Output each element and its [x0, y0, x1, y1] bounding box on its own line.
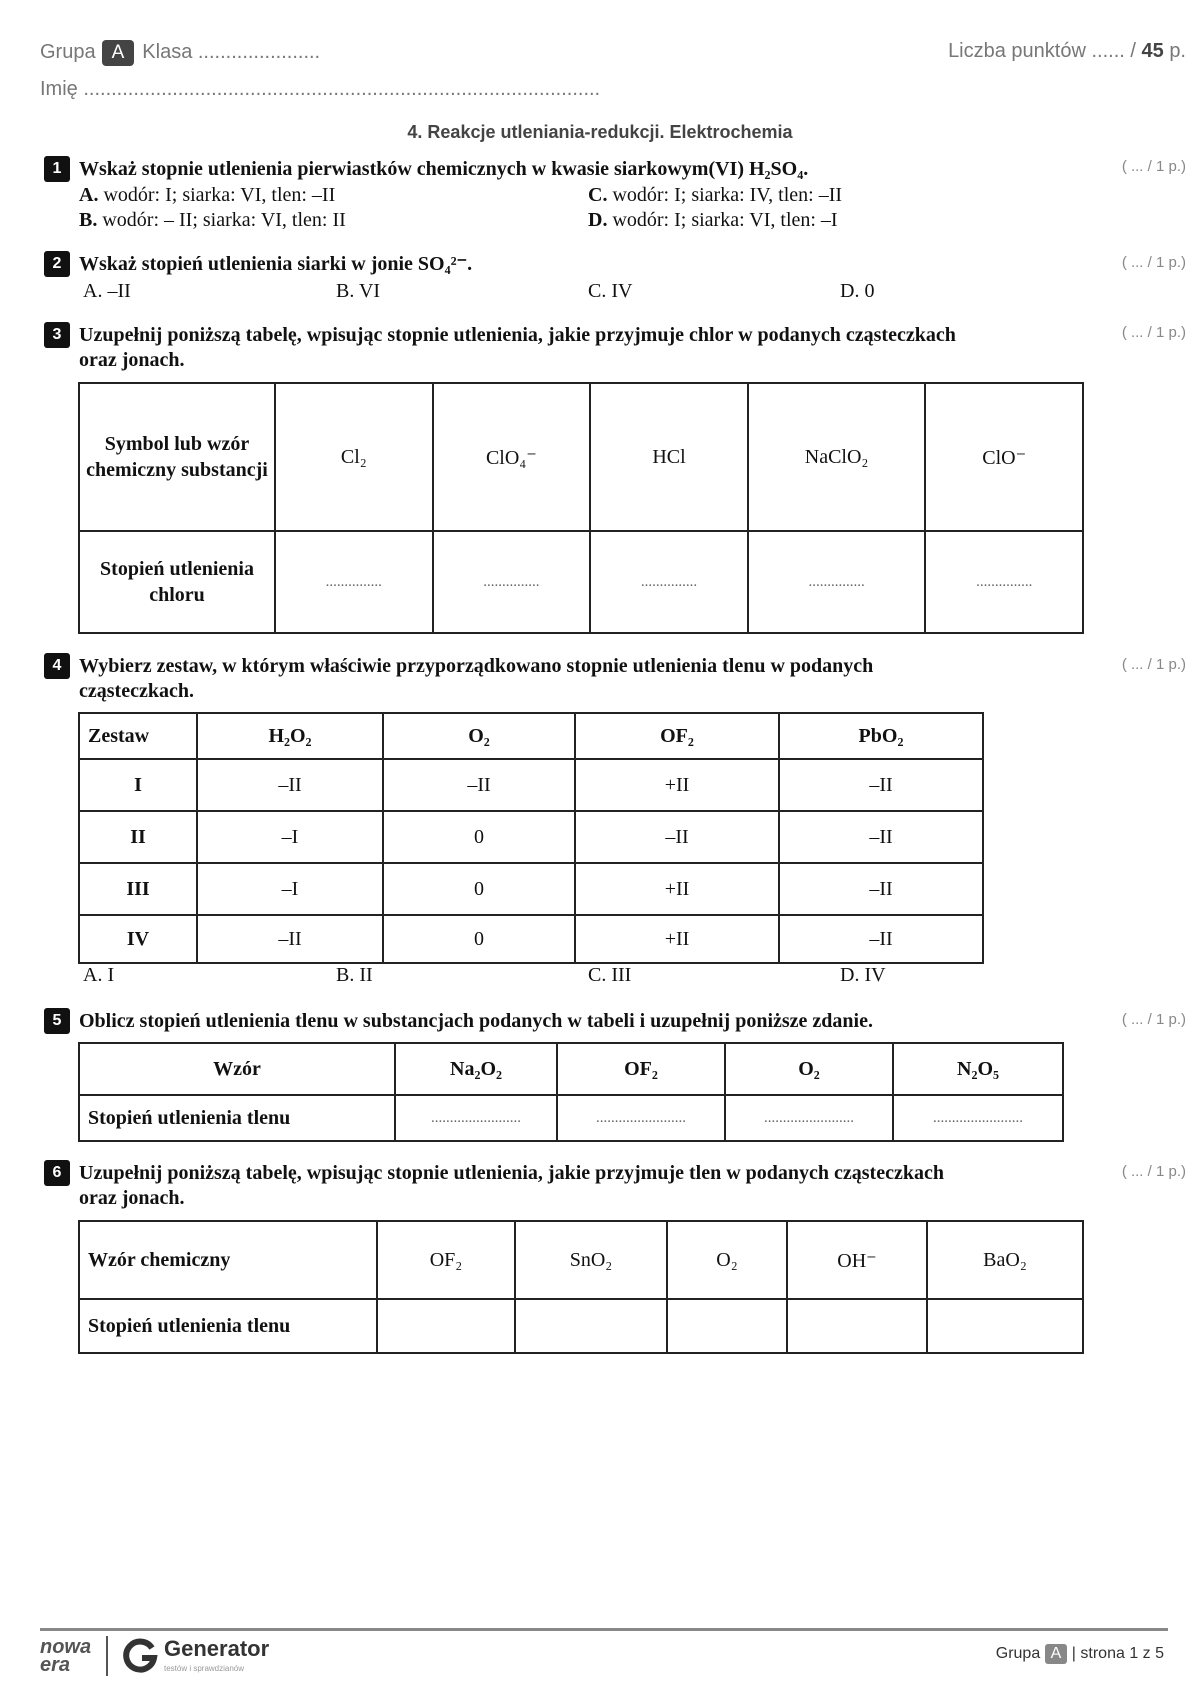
table-row [79, 759, 983, 811]
table-cell: III [79, 863, 197, 915]
task-1-text: Wskaż stopnie utlenienia pierwiastków chemicznych w kwasie siarkowym(VI) H₂SO₄. [79, 158, 809, 180]
task-1-points: ( ... / 1 p.) [1121, 158, 1186, 175]
table-header-cell: PbO₂ [779, 713, 983, 759]
task-6-text-cont: oraz jonach. [79, 1187, 185, 1209]
table-cell: –II [779, 915, 983, 963]
task-3-answer-row [79, 531, 1083, 633]
table-header-cell: OF₂ [575, 713, 779, 759]
task-5-answer-row [79, 1095, 1063, 1141]
task-6-table [78, 1220, 1084, 1354]
table-cell: –II [197, 759, 383, 811]
header-group [40, 40, 320, 66]
task-4-option-d: D. IV [840, 964, 886, 986]
logo-era-text: era [40, 1654, 71, 1676]
nowa-era-logo [40, 1638, 91, 1674]
table-header-cell: Zestaw [79, 713, 197, 759]
points-label: Liczba punktów ...... / [948, 40, 1136, 62]
task-3-text: Uzupełnij poniższą tabelę, wpisując stopnie utlenienia, jakie przyjmuje chlor w podanych cząsteczkach [79, 324, 956, 346]
task-1-option-d: D. wodór: I; siarka: VI, tlen: –I [588, 209, 838, 231]
task-5-row2-label: Stopień utlenienia tlenu [79, 1095, 395, 1141]
table-cell: I [79, 759, 197, 811]
task-6-answer-row [79, 1299, 1083, 1353]
task-3-points: ( ... / 1 p.) [1121, 324, 1186, 341]
task-2-text: Wskaż stopień utlenienia siarki w jonie SO₄²⁻. [79, 253, 473, 275]
task-4-table [78, 712, 984, 964]
task-3-text-cont: oraz jonach. [79, 349, 185, 371]
answer-blank[interactable]: ............... [433, 531, 591, 633]
table-cell: 0 [383, 811, 575, 863]
page-title: 4. Reakcje utleniania-redukcji. Elektrochemia [407, 122, 793, 142]
answer-blank[interactable]: ............... [590, 531, 748, 633]
task-6-formula-row [79, 1221, 1083, 1299]
table-cell: –II [779, 863, 983, 915]
task-5-formula-row [79, 1043, 1063, 1095]
logo-generator-text: Generator [164, 1636, 270, 1661]
task-2-option-c: C. IV [588, 280, 633, 302]
answer-cell[interactable] [377, 1299, 515, 1353]
task-1-option-c: C. wodór: I; siarka: IV, tlen: –II [588, 184, 843, 206]
task-2-option-b: B. VI [336, 280, 381, 302]
task-4-option-a: A. I [83, 964, 115, 986]
table-cell: –II [779, 759, 983, 811]
table-cell: OF₂ [377, 1221, 515, 1299]
footer-divider [40, 1628, 1168, 1631]
answer-blank[interactable]: ............... [925, 531, 1083, 633]
answer-blank[interactable]: ........................ [893, 1095, 1063, 1141]
logo-separator [106, 1636, 108, 1676]
table-cell: ClO⁻ [925, 383, 1083, 531]
task-5-number-badge: 5 [44, 1008, 70, 1034]
task-2-points: ( ... / 1 p.) [1121, 254, 1186, 271]
footer-group-label: Grupa [995, 1645, 1041, 1662]
table-cell: –II [575, 811, 779, 863]
task-4-option-b: B. II [336, 964, 373, 986]
table-cell: OH⁻ [787, 1221, 927, 1299]
logo-nowa-text: nowa [40, 1636, 92, 1658]
points-total: 45 [1141, 40, 1164, 62]
table-cell: –II [779, 811, 983, 863]
task-5-row1-label: Wzór [79, 1043, 395, 1095]
task-5-text: Oblicz stopień utlenienia tlenu w substancjach podanych w tabeli i uzupełnij poniższe zdanie. [79, 1010, 873, 1032]
table-row [79, 915, 983, 963]
answer-blank[interactable]: ........................ [725, 1095, 893, 1141]
answer-cell[interactable] [667, 1299, 787, 1353]
task-4-header-row [79, 713, 983, 759]
table-cell: +II [575, 915, 779, 963]
group-label: Grupa [40, 41, 96, 63]
table-row [79, 863, 983, 915]
table-cell: II [79, 811, 197, 863]
table-cell: –II [383, 759, 575, 811]
task-2-option-d: D. 0 [840, 280, 875, 302]
table-cell: BaO₂ [927, 1221, 1083, 1299]
group-badge: A [102, 40, 135, 66]
answer-blank[interactable]: ............... [275, 531, 433, 633]
task-3-table [78, 382, 1084, 634]
task-6-text: Uzupełnij poniższą tabelę, wpisując stopnie utlenienia, jakie przyjmuje tlen w podanych cząsteczkach [79, 1162, 944, 1184]
generator-g-icon [120, 1636, 160, 1676]
task-3-row2-label: Stopień utlenienia chloru [79, 531, 275, 633]
table-cell: IV [79, 915, 197, 963]
table-cell: 0 [383, 863, 575, 915]
task-5-points: ( ... / 1 p.) [1121, 1011, 1186, 1028]
footer-page-info [996, 1644, 1164, 1664]
task-3-row1-label: Symbol lub wzór chemiczny substancji [79, 383, 275, 531]
task-2-number-badge: 2 [44, 251, 70, 277]
table-cell: –I [197, 811, 383, 863]
table-cell: –II [197, 915, 383, 963]
task-3-formula-row [79, 383, 1083, 531]
table-cell: O₂ [667, 1221, 787, 1299]
table-row [79, 811, 983, 863]
logo-sub-text: testów i sprawdzianów [164, 1664, 245, 1673]
task-6-row2-label: Stopień utlenienia tlenu [79, 1299, 377, 1353]
table-cell: ClO₄⁻ [433, 383, 591, 531]
answer-blank[interactable]: ........................ [395, 1095, 557, 1141]
task-1-option-a: A. wodór: I; siarka: VI, tlen: –II [79, 184, 336, 206]
task-1-number-badge: 1 [44, 156, 70, 182]
task-6-row1-label: Wzór chemiczny [79, 1221, 377, 1299]
footer-page-number: | strona 1 z 5 [1071, 1645, 1164, 1662]
points-unit: p. [1169, 40, 1186, 62]
answer-cell[interactable] [927, 1299, 1083, 1353]
class-label: Klasa ...................... [142, 41, 321, 63]
task-4-option-c: C. III [588, 964, 632, 986]
task-5-table [78, 1042, 1064, 1142]
task-3-number-badge: 3 [44, 322, 70, 348]
table-header-cell: H₂O₂ [197, 713, 383, 759]
table-cell: Cl₂ [275, 383, 433, 531]
task-1-option-b: B. wodór: – II; siarka: VI, tlen: II [79, 209, 346, 231]
table-cell: NaClO₂ [748, 383, 926, 531]
table-cell: +II [575, 759, 779, 811]
task-4-text-cont: cząsteczkach. [79, 680, 194, 702]
table-cell: O₂ [725, 1043, 893, 1095]
table-cell: 0 [383, 915, 575, 963]
answer-blank[interactable]: ............... [748, 531, 926, 633]
footer-group-badge: A [1045, 1644, 1068, 1664]
task-6-points: ( ... / 1 p.) [1121, 1163, 1186, 1180]
task-4-number-badge: 4 [44, 653, 70, 679]
table-cell: OF₂ [557, 1043, 725, 1095]
table-cell: HCl [590, 383, 748, 531]
name-field: Imię ............................................................................................. [40, 78, 601, 100]
table-cell: N₂O₅ [893, 1043, 1063, 1095]
table-cell: SnO₂ [515, 1221, 667, 1299]
task-4-text: Wybierz zestaw, w którym właściwie przyporządkowano stopnie utlenienia tlenu w podanych [79, 655, 874, 677]
task-6-number-badge: 6 [44, 1160, 70, 1186]
answer-blank[interactable]: ........................ [557, 1095, 725, 1141]
table-cell: –I [197, 863, 383, 915]
answer-cell[interactable] [787, 1299, 927, 1353]
points-summary [948, 40, 1186, 63]
table-cell: Na₂O₂ [395, 1043, 557, 1095]
table-header-cell: O₂ [383, 713, 575, 759]
table-cell: +II [575, 863, 779, 915]
task-2-option-a: A. –II [83, 280, 131, 302]
task-4-points: ( ... / 1 p.) [1121, 656, 1186, 673]
answer-cell[interactable] [515, 1299, 667, 1353]
